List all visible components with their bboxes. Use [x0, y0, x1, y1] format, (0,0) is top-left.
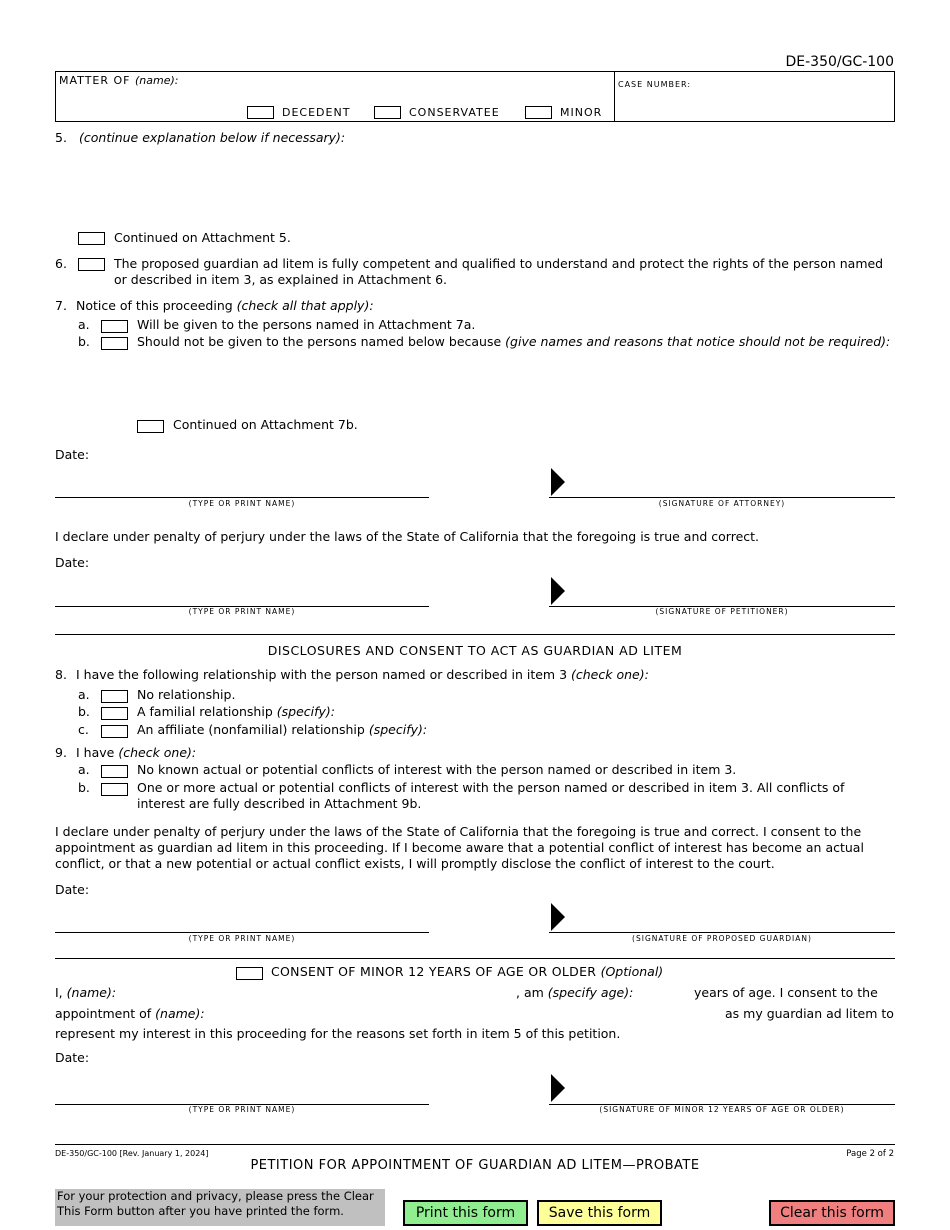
- petitioner-date-label: Date:: [55, 555, 90, 570]
- item7-label: Notice of this proceeding (check all that apply):: [76, 298, 374, 313]
- attachment7b-label: Continued on Attachment 7b.: [173, 417, 358, 432]
- attachment5-checkbox[interactable]: [78, 232, 105, 245]
- conservatee-label: CONSERVATEE: [409, 106, 500, 119]
- guardian-name-caption: (TYPE OR PRINT NAME): [188, 934, 296, 943]
- print-button[interactable]: Print this form: [403, 1200, 528, 1226]
- item5-label: (continue explanation below if necessary):: [79, 130, 346, 145]
- guardian-signature-line[interactable]: [549, 932, 895, 933]
- item7-number: 7.: [55, 298, 67, 313]
- item8c-text: An affiliate (nonfamilial) relationship (specify):: [137, 722, 428, 737]
- form-id: DE-350/GC-100: [785, 54, 894, 70]
- clear-button[interactable]: Clear this form: [769, 1200, 895, 1226]
- item9a-checkbox[interactable]: [101, 765, 128, 778]
- item8b-checkbox[interactable]: [101, 707, 128, 720]
- attorney-name-caption: (TYPE OR PRINT NAME): [188, 499, 296, 508]
- consent-as-guardian: as my guardian ad litem to: [725, 1006, 894, 1021]
- item8a-letter: a.: [78, 687, 90, 702]
- minor-sign-arrow-icon: [551, 1074, 565, 1102]
- declaration-guardian: I declare under penalty of perjury under the laws of the State of California that the foregoing is true and correct. I consent to the appointment as guardian ad litem in this proceeding. If I become aware that a potential conflict of interest has become an actual conflict, or that a new potential or actual conflict exists, I will promptly disclose the conflict of interest to the court.: [55, 824, 864, 871]
- item8b-text: A familial relationship (specify):: [137, 704, 335, 719]
- consent-age-label: , am (specify age):: [516, 985, 634, 1000]
- consent-minor-checkbox[interactable]: [236, 967, 263, 980]
- item6-text: The proposed guardian ad litem is fully competent and qualified to understand and protect the rights of the person named or described in item 3, as explained in Attachment 6.: [114, 256, 884, 287]
- item8c-checkbox[interactable]: [101, 725, 128, 738]
- footer-divider: [55, 1144, 895, 1145]
- footer-form-rev: DE-350/GC-100 [Rev. January 1, 2024]: [55, 1149, 209, 1158]
- consent-i-label: I, (name):: [55, 985, 117, 1000]
- item9a-text: No known actual or potential conflicts of interest with the person named or described in item 3.: [137, 762, 737, 777]
- conservatee-checkbox[interactable]: [374, 106, 401, 119]
- item7b-text: Should not be given to the persons named below because (give names and reasons that notice should not be required):: [137, 334, 891, 349]
- case-number-label: CASE NUMBER:: [618, 80, 692, 89]
- guardian-date-label: Date:: [55, 882, 90, 897]
- item8-label: I have the following relationship with the person named or described in item 3 (check one):: [76, 667, 649, 682]
- declaration-petitioner: I declare under penalty of perjury under the laws of the State of California that the foregoing is true and correct.: [55, 529, 760, 544]
- minor-checkbox[interactable]: [525, 106, 552, 119]
- save-button[interactable]: Save this form: [537, 1200, 662, 1226]
- item7a-letter: a.: [78, 317, 90, 332]
- attachment5-label: Continued on Attachment 5.: [114, 230, 291, 245]
- minor-date-label: Date:: [55, 1050, 90, 1065]
- petitioner-name-caption: (TYPE OR PRINT NAME): [188, 607, 296, 616]
- consent-appointment-label: appointment of (name):: [55, 1006, 205, 1021]
- guardian-signature-caption: (SIGNATURE OF PROPOSED GUARDIAN): [632, 934, 812, 943]
- minor-signature-caption: (SIGNATURE OF MINOR 12 YEARS OF AGE OR OLDER): [599, 1105, 845, 1114]
- minor-label: MINOR: [560, 106, 603, 119]
- item7b-letter: b.: [78, 334, 90, 349]
- item7a-text: Will be given to the persons named in Attachment 7a.: [137, 317, 476, 332]
- decedent-checkbox[interactable]: [247, 106, 274, 119]
- attorney-signature-line[interactable]: [549, 497, 895, 498]
- item9a-letter: a.: [78, 762, 90, 777]
- item8a-checkbox[interactable]: [101, 690, 128, 703]
- item7a-checkbox[interactable]: [101, 320, 128, 333]
- disclosures-title: DISCLOSURES AND CONSENT TO ACT AS GUARDIAN AD LITEM: [267, 643, 683, 658]
- attorney-name-line[interactable]: [55, 497, 429, 498]
- minor-name-caption: (TYPE OR PRINT NAME): [188, 1105, 296, 1114]
- item8c-letter: c.: [78, 722, 89, 737]
- item6-checkbox[interactable]: [78, 258, 105, 271]
- matter-of-label: MATTER OF (name):: [59, 74, 179, 87]
- item7b-checkbox[interactable]: [101, 337, 128, 350]
- guardian-sign-arrow-icon: [551, 903, 565, 931]
- petitioner-signature-caption: (SIGNATURE OF PETITIONER): [655, 607, 789, 616]
- attorney-date-label: Date:: [55, 447, 90, 462]
- caption-box: [55, 71, 895, 122]
- item5-number: 5.: [55, 130, 67, 145]
- item6-number: 6.: [55, 256, 67, 271]
- footer-title: PETITION FOR APPOINTMENT OF GUARDIAN AD LITEM—PROBATE: [250, 1158, 700, 1173]
- attachment7b-checkbox[interactable]: [137, 420, 164, 433]
- attorney-signature-caption: (SIGNATURE OF ATTORNEY): [658, 499, 786, 508]
- item9b-checkbox[interactable]: [101, 783, 128, 796]
- caption-divider: [614, 72, 615, 121]
- item9b-text: One or more actual or potential conflicts of interest with the person named or described in item 3. All conflicts of interest are fully described in Attachment 9b.: [137, 780, 845, 811]
- guardian-name-line[interactable]: [55, 932, 429, 933]
- item9-label: I have (check one):: [76, 745, 197, 760]
- item9-number: 9.: [55, 745, 67, 760]
- consent-represent-text: represent my interest in this proceeding for the reasons set forth in item 5 of this petition.: [55, 1026, 621, 1041]
- item8b-letter: b.: [78, 704, 90, 719]
- section-divider: [55, 634, 895, 635]
- consent-divider: [55, 958, 895, 959]
- item9b-letter: b.: [78, 780, 90, 795]
- decedent-label: DECEDENT: [282, 106, 351, 119]
- petitioner-sign-arrow-icon: [551, 577, 565, 605]
- consent-years-text: years of age. I consent to the: [694, 985, 878, 1000]
- attorney-sign-arrow-icon: [551, 468, 565, 496]
- footer-page: Page 2 of 2: [846, 1149, 894, 1159]
- item8-number: 8.: [55, 667, 67, 682]
- privacy-note: For your protection and privacy, please press the Clear This Form button after you have printed the form.: [55, 1189, 385, 1226]
- item8a-text: No relationship.: [137, 687, 236, 702]
- consent-minor-title: CONSENT OF MINOR 12 YEARS OF AGE OR OLDER (Optional): [271, 964, 664, 979]
